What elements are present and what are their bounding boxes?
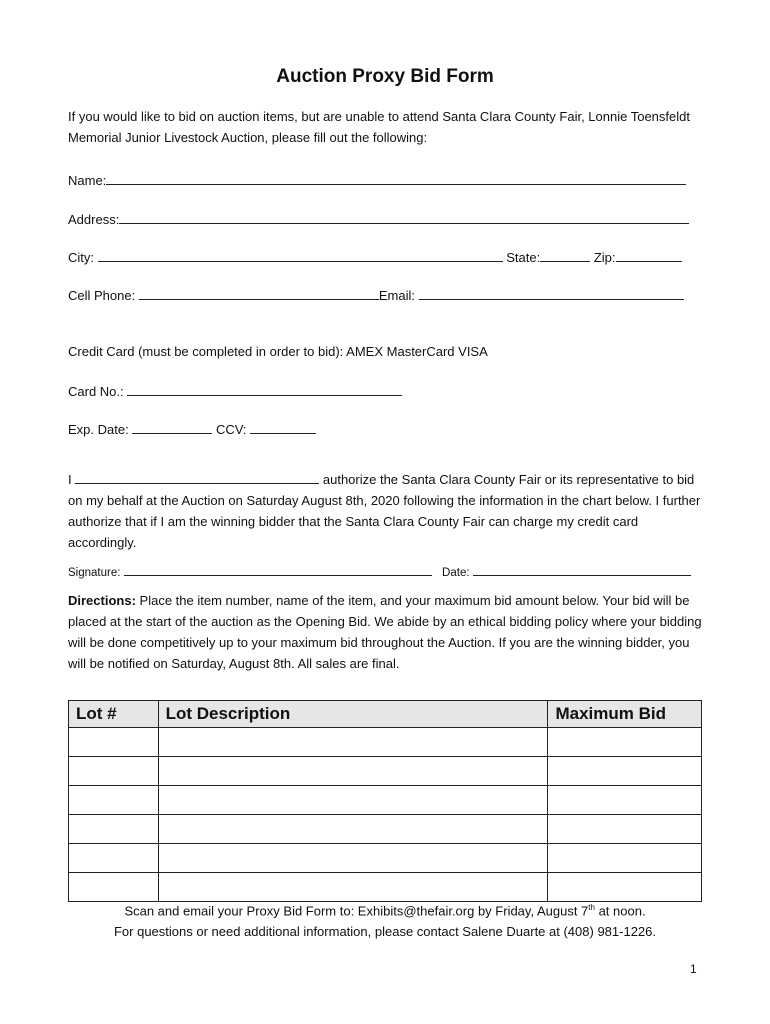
maximum-bid-header: Maximum Bid (548, 701, 702, 728)
directions-text: Place the item number, name of the item, and your maximum bid amount below. Your bid will be placed at the start of the auction as the Opening Bid. We abide by an ethical bidding policy where your bidding will be done competitively up to your maximum bid throughout the Auction. If you are the winning bidder, you will be notified on Saturday, August 8th. All sales are final. (68, 593, 702, 671)
state-field[interactable] (540, 249, 590, 262)
maximum-bid-cell[interactable] (548, 786, 702, 815)
card-number-field[interactable] (127, 383, 402, 396)
exp-date-label: Exp. Date: (68, 422, 129, 437)
page-number: 1 (690, 962, 697, 976)
directions-paragraph (68, 590, 704, 674)
table-row (69, 728, 702, 757)
address-label: Address: (68, 212, 120, 227)
lot-number-cell[interactable] (69, 757, 159, 786)
table-row (69, 815, 702, 844)
signature-row (68, 563, 691, 579)
name-field[interactable] (106, 172, 686, 185)
lot-number-header: Lot # (69, 701, 159, 728)
footer-contact-line: For questions or need additional information, please contact Salene Duarte at (408) 981-1226. (113, 924, 656, 939)
card-number-row (68, 383, 402, 399)
email-field[interactable] (419, 287, 684, 300)
signature-field[interactable] (124, 563, 432, 576)
maximum-bid-cell[interactable] (548, 728, 702, 757)
footer-email-sup: th (588, 903, 595, 912)
table-row (69, 786, 702, 815)
card-number-label: Card No.: (68, 384, 124, 399)
lot-description-cell[interactable] (158, 786, 548, 815)
authorization-prefix: I (68, 472, 72, 487)
name-row (68, 172, 686, 188)
footer-email-line (0, 903, 770, 918)
directions-label: Directions: (68, 593, 136, 608)
table-row (69, 844, 702, 873)
page-title: Auction Proxy Bid Form (276, 66, 494, 87)
city-row (68, 249, 682, 265)
exp-date-field[interactable] (132, 421, 212, 434)
lot-description-cell[interactable] (158, 757, 548, 786)
expiration-row (68, 421, 316, 437)
lot-description-cell[interactable] (158, 873, 548, 902)
maximum-bid-cell[interactable] (548, 815, 702, 844)
ccv-field[interactable] (250, 421, 316, 434)
contact-row (68, 287, 684, 303)
authorization-text: authorize the Santa Clara County Fair or its representative to bid on my behalf at the Auction on Saturday August 8th, 2020 following the information in the chart below. I further authorize that if I am the winning bidder that the Santa Clara County Fair can charge my credit card accordingly. (68, 472, 701, 550)
credit-card-types: Credit Card (must be completed in order to bid): AMEX MasterCard VISA (68, 344, 488, 359)
maximum-bid-cell[interactable] (548, 844, 702, 873)
lot-table (68, 700, 702, 902)
authorization-paragraph (68, 469, 704, 553)
authorizer-name-field[interactable] (75, 471, 319, 484)
date-field[interactable] (473, 563, 691, 576)
ccv-label: CCV: (215, 422, 247, 437)
cell-phone-field[interactable] (139, 287, 379, 300)
date-label: Date: (442, 567, 470, 579)
zip-label: Zip: (593, 250, 616, 265)
lot-description-header: Lot Description (158, 701, 548, 728)
lot-number-cell[interactable] (69, 873, 159, 902)
lot-table-header (69, 701, 702, 728)
lot-number-cell[interactable] (69, 844, 159, 873)
address-row (68, 211, 689, 227)
signature-label: Signature: (68, 567, 121, 579)
footer-email-suffix: at noon. (594, 903, 646, 919)
lot-description-cell[interactable] (158, 815, 548, 844)
maximum-bid-cell[interactable] (548, 873, 702, 902)
zip-field[interactable] (616, 249, 682, 262)
city-label: City: (68, 250, 94, 265)
table-row (69, 757, 702, 786)
city-field[interactable] (98, 249, 503, 262)
lot-description-cell[interactable] (158, 844, 548, 873)
lot-number-cell[interactable] (69, 815, 159, 844)
lot-number-cell[interactable] (69, 728, 159, 757)
state-label: State: (506, 250, 541, 265)
intro-paragraph: If you would like to bid on auction items, but are unable to attend Santa Clara County Fair, Lonnie Toensfeldt Memorial Junior Livestock Auction, please fill out the following: (68, 109, 690, 145)
maximum-bid-cell[interactable] (548, 757, 702, 786)
footer-email-text: Scan and email your Proxy Bid Form to: Exhibits@thefair.org by Friday, August 7 (124, 903, 589, 919)
lot-number-cell[interactable] (69, 786, 159, 815)
table-row (69, 873, 702, 902)
cell-phone-label: Cell Phone: (68, 288, 136, 303)
address-field[interactable] (119, 211, 689, 224)
email-label: Email: (378, 288, 415, 303)
lot-description-cell[interactable] (158, 728, 548, 757)
name-label: Name: (68, 173, 107, 188)
